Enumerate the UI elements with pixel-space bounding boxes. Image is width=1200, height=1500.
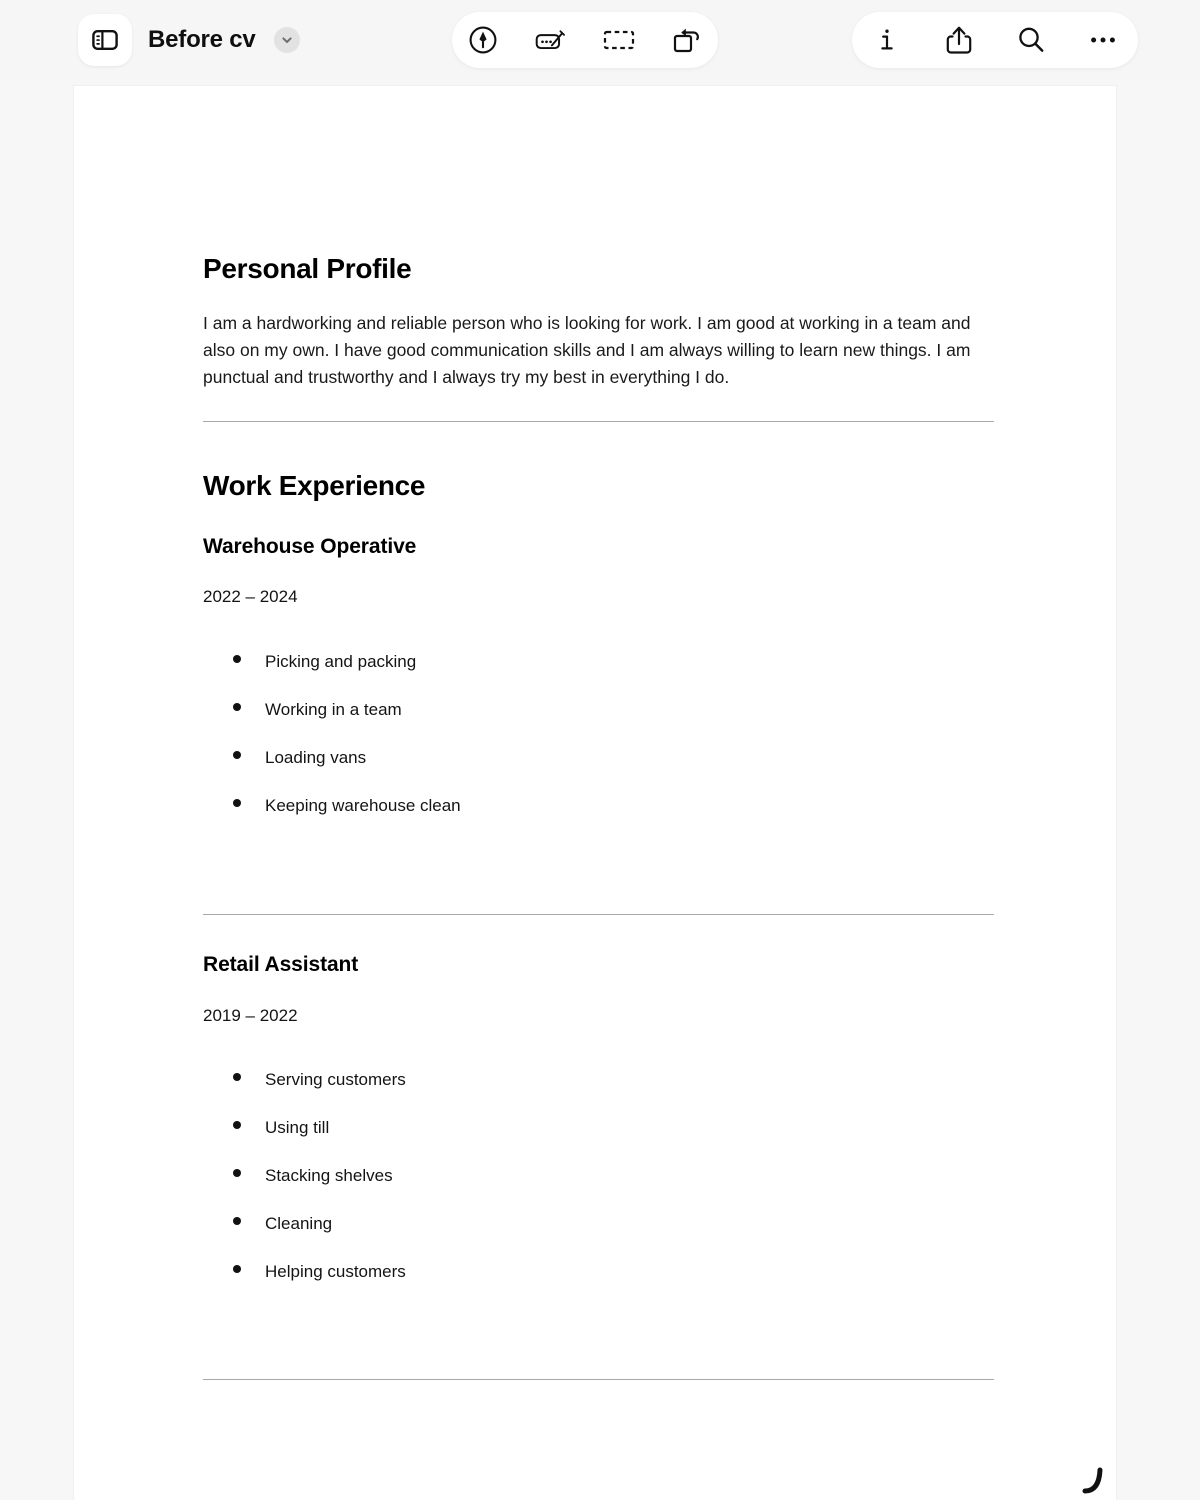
sidebar-toggle-button[interactable] <box>78 14 132 66</box>
bullet-icon <box>233 655 241 663</box>
markup-tools-group <box>452 12 718 68</box>
rotate-page-icon <box>670 24 704 56</box>
list-item <box>233 1166 406 1186</box>
list-item <box>233 796 461 816</box>
list-item <box>233 748 461 768</box>
document-title[interactable]: Before cv <box>148 26 256 53</box>
job-dates-retail-assistant: 2019 – 2022 <box>203 1006 298 1025</box>
document-page[interactable] <box>73 85 1117 1500</box>
search-icon <box>1015 24 1047 56</box>
title-dropdown-button[interactable] <box>274 27 300 53</box>
share-button[interactable] <box>942 23 976 57</box>
list-item-label: Using till <box>265 1118 330 1137</box>
bullet-icon <box>233 703 241 711</box>
job-duties-retail-assistant <box>203 1070 406 1282</box>
markup-pen-icon <box>467 24 499 56</box>
bullet-icon <box>233 1169 241 1177</box>
share-icon <box>944 23 974 57</box>
list-item-label: Stacking shelves <box>265 1166 393 1185</box>
section-divider-1 <box>203 421 994 422</box>
list-item-label: Picking and packing <box>265 652 417 671</box>
list-item <box>233 1070 406 1090</box>
bullet-icon <box>233 1073 241 1081</box>
list-item-label: Loading vans <box>265 748 367 767</box>
section-heading-personal-profile: Personal Profile <box>203 253 412 284</box>
list-item <box>233 1262 406 1282</box>
markup-pen-button[interactable] <box>466 23 500 57</box>
search-button[interactable] <box>1014 23 1048 57</box>
list-item <box>233 652 461 672</box>
list-item-label: Helping customers <box>265 1262 406 1281</box>
personal-profile-paragraph: I am a hardworking and reliable person who is looking for work. I am good at working in a team and also on my own. I have good communication skills and I am always willing to learn new things. I am punctual and trustworthy and I always try my best in everything I do. <box>203 313 971 388</box>
more-icon <box>1087 24 1119 56</box>
info-button[interactable] <box>870 23 904 57</box>
section-divider-2 <box>203 914 994 915</box>
more-button[interactable] <box>1086 23 1120 57</box>
section-divider-3 <box>203 1379 994 1380</box>
bullet-icon <box>233 1265 241 1273</box>
list-item-label: Keeping warehouse clean <box>265 796 461 815</box>
bullet-icon <box>233 1217 241 1225</box>
job-title-warehouse-operative: Warehouse Operative <box>203 535 417 558</box>
duties-list <box>233 652 461 816</box>
bullet-icon <box>233 751 241 759</box>
page-curl-mark <box>1079 1461 1117 1500</box>
bullet-icon <box>233 1121 241 1129</box>
list-item-label: Serving customers <box>265 1070 406 1089</box>
document-actions-group <box>852 12 1138 68</box>
job-dates-warehouse-operative: 2022 – 2024 <box>203 587 298 606</box>
top-toolbar <box>0 0 1200 80</box>
selection-rectangle-button[interactable] <box>602 23 636 57</box>
bullet-icon <box>233 799 241 807</box>
sidebar-toggle-icon <box>91 28 119 52</box>
chevron-down-icon <box>280 33 294 47</box>
info-icon <box>874 24 900 56</box>
rotate-page-button[interactable] <box>670 23 704 57</box>
list-item <box>233 1214 406 1234</box>
list-item-label: Working in a team <box>265 700 402 719</box>
list-item <box>233 1118 406 1138</box>
duties-list <box>233 1070 406 1282</box>
job-title-retail-assistant: Retail Assistant <box>203 953 359 976</box>
selection-rectangle-icon <box>602 25 636 55</box>
signature-button[interactable] <box>534 23 568 57</box>
toolbar-left-group <box>78 14 300 66</box>
list-item <box>233 700 461 720</box>
section-heading-work-experience: Work Experience <box>203 470 426 501</box>
list-item-label: Cleaning <box>265 1214 333 1233</box>
job-duties-warehouse-operative <box>203 652 461 816</box>
signature-icon <box>534 24 568 56</box>
